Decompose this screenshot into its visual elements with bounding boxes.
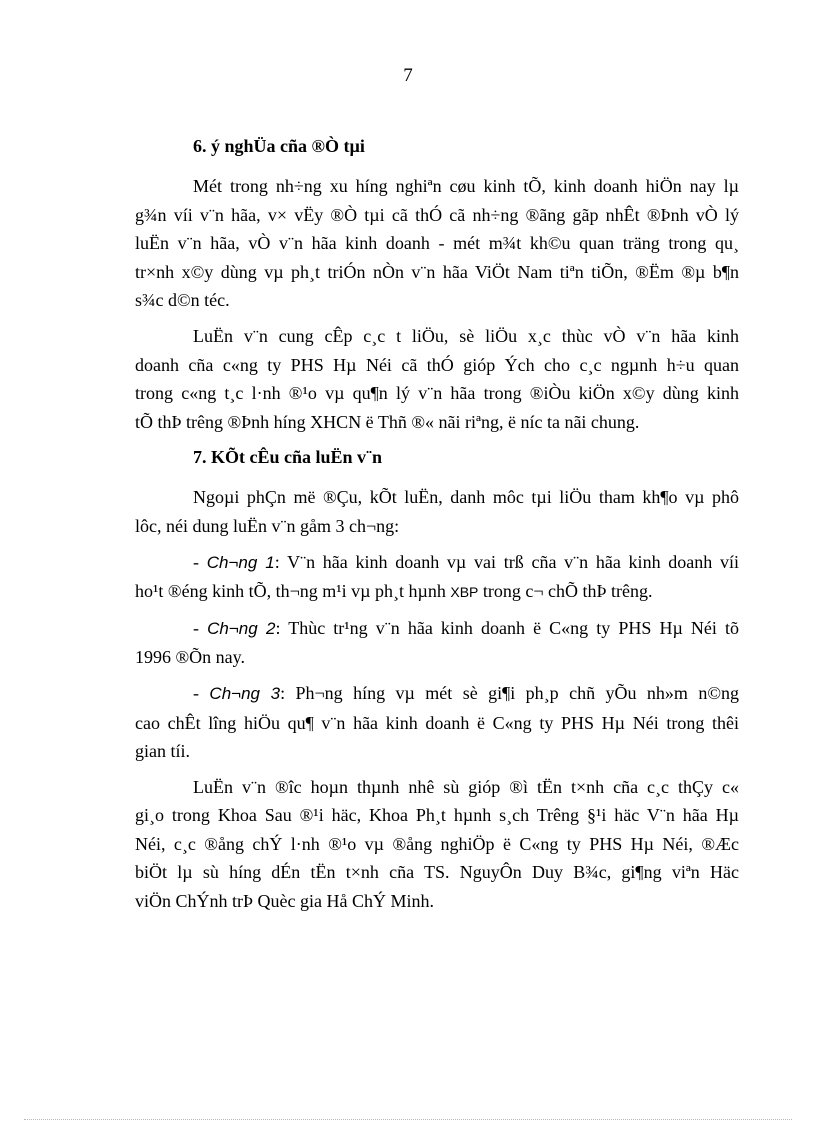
section-6-paragraph-1 bbox=[135, 172, 739, 315]
text-line bbox=[135, 614, 739, 644]
chapter-2-entry bbox=[135, 614, 739, 672]
acknowledgement-paragraph bbox=[135, 773, 739, 916]
text-line: Néi, c¸c ®ång chÝ l·nh ®¹o vµ ®ång nghiÖp ë C«ng ty PHS Hµ Néi, ®Æc bbox=[135, 833, 739, 854]
text-line: cao chÊt lîng hiÖu qu¶ v¨n hãa kinh doanh ë C«ng ty PHS Hµ Néi trong thêi bbox=[135, 712, 739, 733]
section-7-heading: 7. KÕt cÊu cña luËn v¨n bbox=[193, 447, 383, 468]
text-line: Mét trong nh÷ng xu híng nghiªn cøu kinh tÕ, kinh doanh hiÖn nay lµ bbox=[193, 176, 739, 196]
text-line bbox=[135, 679, 739, 709]
chapter-title: : Ph¬ng híng vµ mét sè gi¶i ph¸p chñ yÕu nh»m n©ng bbox=[280, 682, 739, 703]
section-7-paragraph-1 bbox=[135, 483, 739, 540]
chapter-title: : Thùc tr¹ng v¨n hãa kinh doanh ë C«ng ty PHS Hµ Néi tõ bbox=[275, 617, 739, 638]
text-line bbox=[135, 548, 739, 578]
text-line: g¾n víi v¨n hãa, v× vËy ®Ò tµi cã thÓ cã nh÷ng ®ãng gãp nhÊt ®Þnh vÒ lý bbox=[135, 204, 739, 225]
xbp-abbreviation: XBP bbox=[450, 584, 479, 601]
page-bottom-divider bbox=[24, 1119, 792, 1120]
text-line: tr×nh x©y dùng vµ ph¸t triÓn nÒn v¨n hãa ViÖt Nam tiªn tiÕn, ®Ëm ®µ b¶n bbox=[135, 261, 739, 282]
chapter-title: : V¨n hãa kinh doanh vµ vai trß cña v¨n hãa kinh doanh víi bbox=[274, 551, 739, 572]
chapter-1-entry bbox=[135, 548, 739, 607]
chapter-label: Ch¬ng 2 bbox=[207, 618, 276, 638]
text-line: Ngoµi phÇn më ®Çu, kÕt luËn, danh môc tµi liÖu tham kh¶o vµ phô bbox=[193, 487, 739, 508]
text-line: trong c«ng t¸c l·nh ®¹o vµ qu¶n lý v¨n hãa trong ®iÒu kiÖn x©y dùng kinh bbox=[135, 383, 739, 404]
text-line: luËn v¨n hãa, vÒ v¨n hãa kinh doanh - mét m¾t kh©u quan träng trong qu¸ bbox=[135, 233, 739, 254]
text-line: gi¸o trong Khoa Sau ®¹i häc, Khoa Ph¸t hµnh s¸ch Trêng §¹i häc V¨n hãa Hµ bbox=[135, 805, 739, 826]
chapter-3-entry bbox=[135, 679, 739, 766]
page-number: 7 bbox=[403, 65, 413, 86]
section-6-paragraph-2 bbox=[135, 322, 739, 436]
document-body bbox=[135, 132, 739, 923]
text-line: LuËn v¨n cung cÊp c¸c t liÖu, sè liÖu x¸c thùc vÒ v¨n hãa kinh bbox=[193, 325, 739, 346]
text-line: doanh cña c«ng ty PHS Hµ Néi cã thÓ gióp Ých cho c¸c ngµnh h÷u quan bbox=[135, 354, 739, 375]
text-line: s¾c d©n téc. bbox=[135, 290, 230, 311]
text-line: viÖn ChÝnh trÞ Quèc gia Hå ChÝ Minh. bbox=[135, 891, 434, 912]
list-dash: - bbox=[193, 682, 210, 703]
text-line: gian tíi. bbox=[135, 741, 190, 762]
text-line: tÕ thÞ trêng ®Þnh híng XHCN ë Thñ ®« nãi riªng, ë níc ta nãi chung. bbox=[135, 411, 640, 432]
chapter-label: Ch¬ng 1 bbox=[206, 552, 275, 572]
text-line: biÖt lµ sù híng dÉn tËn t×nh cña TS. NguyÔn Duy B¾c, gi¶ng viªn Häc bbox=[135, 862, 739, 883]
text-line: 1996 ®Õn nay. bbox=[135, 647, 245, 668]
text-line: lôc, néi dung luËn v¨n gåm 3 ch¬ng: bbox=[135, 515, 400, 536]
chapter-label: Ch¬ng 3 bbox=[209, 683, 281, 703]
text-line bbox=[135, 577, 739, 607]
section-6-heading: 6. ý nghÜa cña ®Ò tµi bbox=[193, 136, 365, 156]
text-line: LuËn v¨n ®îc hoµn thµnh nhê sù gióp ®ì tËn t×nh cña c¸c thÇy c« bbox=[193, 776, 739, 797]
list-dash: - bbox=[193, 617, 208, 638]
chapter-title-cont: ho¹t ®éng kinh tÕ, th¬ng m¹i vµ ph¸t hµnh bbox=[135, 581, 451, 602]
chapter-title-cont: trong c¬ chÕ thÞ trêng. bbox=[478, 581, 653, 602]
list-dash: - bbox=[193, 551, 207, 572]
